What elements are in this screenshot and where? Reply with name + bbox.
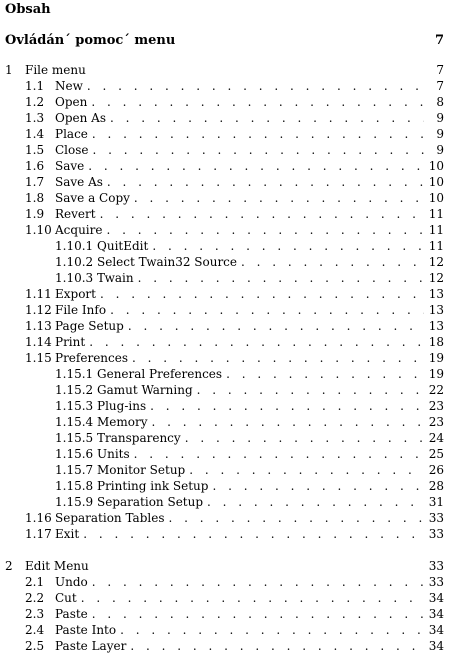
dot-leader — [241, 254, 424, 270]
toc-entry-page: 7 — [436, 79, 444, 93]
toc-entry-title: Plug-ins — [97, 399, 147, 413]
toc-entry-number: 1.15.1 — [55, 367, 94, 381]
toc-entry[interactable] — [25, 222, 444, 238]
dot-leader — [93, 142, 424, 158]
toc-entry-number: 1.2 — [25, 95, 45, 109]
toc-entry-title: Transparency — [97, 431, 181, 445]
dot-leader — [130, 638, 424, 654]
toc-entry-number: 1.4 — [25, 127, 45, 141]
toc-entry-title: QuitEdit — [97, 239, 149, 253]
toc-entry-title: Preferences — [55, 351, 129, 365]
toc-entry-title: Separation Tables — [55, 511, 165, 525]
toc-entry-number: 1.10.1 — [55, 239, 94, 253]
toc-entry-page: 13 — [428, 287, 444, 301]
toc-entry-title: Print — [55, 335, 86, 349]
toc-entry-number: 1.3 — [25, 111, 45, 125]
toc-entry-page: 33 — [428, 575, 444, 589]
dot-leader — [83, 526, 424, 542]
toc-entry-number: 2.2 — [25, 591, 45, 605]
toc-entry[interactable] — [55, 446, 444, 462]
toc-entry-page: 12 — [428, 271, 444, 285]
toc-entry[interactable] — [55, 462, 444, 478]
toc-entry-title: Acquire — [55, 223, 103, 237]
toc-entry-number: 2.4 — [25, 623, 45, 637]
toc-entry-title: File Info — [55, 303, 107, 317]
toc-entry[interactable] — [55, 270, 444, 286]
toc-entry-title: File menu — [25, 63, 86, 77]
toc-entry[interactable] — [25, 126, 444, 142]
toc-entry-page: 11 — [428, 223, 444, 237]
toc-entry[interactable] — [55, 398, 444, 414]
dot-leader — [189, 462, 424, 478]
toc-entry-title: Edit Menu — [25, 559, 89, 573]
part-page: 7 — [434, 33, 444, 48]
toc-entry-page: 26 — [428, 463, 444, 477]
toc-entry-page: 33 — [428, 559, 444, 573]
toc-entry-page: 34 — [428, 591, 444, 605]
toc-entry-page: 25 — [428, 447, 444, 461]
toc-entry-number: 1.14 — [25, 335, 52, 349]
toc-entry-page: 19 — [428, 367, 444, 381]
toc-entry[interactable] — [25, 158, 444, 174]
toc-entry-page: 10 — [428, 175, 444, 189]
dot-leader — [81, 590, 424, 606]
toc-entry-number: 1.12 — [25, 303, 52, 317]
toc-entry-title: Save As — [55, 175, 103, 189]
toc-entry-page: 10 — [428, 159, 444, 173]
toc-entry[interactable] — [25, 206, 444, 222]
dot-leader — [197, 382, 424, 398]
dot-leader — [110, 302, 424, 318]
toc-entry-page: 33 — [428, 527, 444, 541]
part-entry[interactable] — [5, 33, 444, 48]
toc-entry-title: Close — [55, 143, 89, 157]
toc-entry-number: 1.7 — [25, 175, 45, 189]
toc-entry-page: 18 — [428, 335, 444, 349]
dot-leader — [92, 606, 424, 622]
toc-entry-page: 31 — [428, 495, 444, 509]
toc-entry[interactable] — [55, 238, 444, 254]
toc-entry-number: 1.10.2 — [55, 255, 94, 269]
toc-entry[interactable] — [25, 174, 444, 190]
toc-entry-page: 9 — [436, 143, 444, 157]
toc-entry[interactable] — [5, 62, 444, 78]
toc-entry-title: Cut — [55, 591, 77, 605]
dot-leader — [207, 494, 424, 510]
toc-entry-title: Separation Setup — [97, 495, 204, 509]
toc-entry[interactable] — [25, 510, 444, 526]
toc-entry-number: 1.17 — [25, 527, 52, 541]
toc-entry-number: 1.13 — [25, 319, 52, 333]
toc-entry-title: Exit — [55, 527, 80, 541]
dot-leader — [110, 110, 424, 126]
dot-leader — [89, 334, 424, 350]
dot-leader — [150, 398, 424, 414]
toc-entry[interactable] — [55, 414, 444, 430]
dot-leader — [107, 174, 424, 190]
toc-entry-number: 2 — [5, 559, 13, 573]
dot-leader — [226, 366, 424, 382]
toc-entry-title: Memory — [97, 415, 148, 429]
toc-entry-title: Undo — [55, 575, 88, 589]
toc-entry-page: 28 — [428, 479, 444, 493]
toc-entry[interactable] — [25, 142, 444, 158]
toc-entry-number: 1.9 — [25, 207, 45, 221]
toc-entry[interactable] — [55, 382, 444, 398]
toc-entry[interactable] — [25, 190, 444, 206]
toc-entry-page: 11 — [428, 207, 444, 221]
toc-entry-number: 1.15.9 — [55, 495, 94, 509]
toc-entry-number: 1.1 — [25, 79, 45, 93]
dot-leader — [185, 430, 424, 446]
dot-leader — [152, 238, 424, 254]
toc-entry-title: Revert — [55, 207, 96, 221]
dot-leader — [132, 350, 424, 366]
toc-entry[interactable] — [25, 94, 444, 110]
toc-entry-number: 1.10.3 — [55, 271, 94, 285]
toc-entry[interactable] — [55, 254, 444, 270]
dot-leader — [120, 622, 424, 638]
toc-entry-number: 1.10 — [25, 223, 52, 237]
toc-entry-number: 1.15.7 — [55, 463, 94, 477]
toc-entry-title: Place — [55, 127, 88, 141]
toc-entry-page: 34 — [428, 623, 444, 637]
toc-entry[interactable] — [25, 334, 444, 350]
toc-entry[interactable] — [25, 78, 444, 94]
dot-leader — [92, 126, 424, 142]
toc-entry-number: 1.15.2 — [55, 383, 94, 397]
toc-entry-title: Gamut Warning — [97, 383, 193, 397]
toc-entry[interactable] — [55, 494, 444, 510]
toc-entry-page: 34 — [428, 607, 444, 621]
toc-entry-page: 11 — [428, 239, 444, 253]
part-title: Ovládán´ pomoc´ menu — [5, 33, 176, 48]
dot-leader — [100, 286, 424, 302]
toc-entry[interactable] — [25, 302, 444, 318]
toc-entry-number: 2.3 — [25, 607, 45, 621]
dot-leader — [138, 270, 424, 286]
toc-entry-title: Twain — [97, 271, 134, 285]
dot-leader — [87, 78, 424, 94]
toc-entry-title: Printing ink Setup — [97, 479, 209, 493]
toc-entry-page: 19 — [428, 351, 444, 365]
toc-entry-title: Save a Copy — [55, 191, 130, 205]
toc-entry-page: 8 — [436, 95, 444, 109]
toc-entry-title: Monitor Setup — [97, 463, 186, 477]
toc-entry-title: Paste Layer — [55, 639, 127, 653]
dot-leader — [168, 510, 424, 526]
toc-entry[interactable] — [25, 638, 444, 654]
toc-entry-page: 33 — [428, 511, 444, 525]
toc-entry-number: 1.15.4 — [55, 415, 94, 429]
toc-entry-number: 1.15.6 — [55, 447, 94, 461]
dot-leader — [91, 94, 424, 110]
dot-leader — [134, 446, 424, 462]
toc-entry-page: 13 — [428, 319, 444, 333]
toc-entry-page: 12 — [428, 255, 444, 269]
toc-entry[interactable] — [25, 110, 444, 126]
toc-entry-page: 34 — [428, 639, 444, 653]
toc-entry-page: 10 — [428, 191, 444, 205]
dot-leader — [88, 158, 424, 174]
toc-entry-number: 1.16 — [25, 511, 52, 525]
toc-entry[interactable] — [25, 526, 444, 542]
toc-entry[interactable] — [25, 286, 444, 302]
toc-heading: Obsah — [5, 2, 51, 17]
toc-entry[interactable] — [25, 606, 444, 622]
toc-entry-page: 13 — [428, 303, 444, 317]
toc-entry-page: 23 — [428, 415, 444, 429]
toc-entry-title: Save — [55, 159, 85, 173]
toc-entry-title: Paste — [55, 607, 88, 621]
toc-entry-number: 1.6 — [25, 159, 45, 173]
toc-entry-title: Export — [55, 287, 96, 301]
toc-entry[interactable] — [55, 430, 444, 446]
toc-entry[interactable] — [25, 590, 444, 606]
toc-entry-page: 22 — [428, 383, 444, 397]
toc-entry-number: 1.11 — [25, 287, 52, 301]
toc-entry-title: Paste Into — [55, 623, 117, 637]
toc-entry-title: Page Setup — [55, 319, 124, 333]
toc-entry[interactable] — [55, 366, 444, 382]
dot-leader — [106, 222, 424, 238]
toc-entry-number: 1.15.8 — [55, 479, 94, 493]
toc-entry-number: 1.15.3 — [55, 399, 94, 413]
toc-entry-title: Select Twain32 Source — [97, 255, 238, 269]
toc-entry-title: New — [55, 79, 83, 93]
toc-entry-title: Open — [55, 95, 88, 109]
toc-entry-number: 1.15.5 — [55, 431, 94, 445]
toc-entry[interactable] — [55, 478, 444, 494]
toc-entry-page: 9 — [436, 127, 444, 141]
toc-entry-title: Open As — [55, 111, 106, 125]
toc-entry-title: Units — [97, 447, 130, 461]
dot-leader — [92, 574, 424, 590]
toc-entry-page: 7 — [436, 63, 444, 77]
toc-entry[interactable] — [25, 622, 444, 638]
toc-entry-number: 1 — [5, 63, 13, 77]
toc-entry[interactable] — [25, 350, 444, 366]
dot-leader — [100, 206, 424, 222]
toc-entry-title: General Preferences — [97, 367, 223, 381]
toc-entry-number: 1.5 — [25, 143, 45, 157]
toc-entry[interactable] — [25, 318, 444, 334]
toc-entry-number: 2.5 — [25, 639, 45, 653]
toc-entry-number: 1.15 — [25, 351, 52, 365]
toc-entry-page: 24 — [428, 431, 444, 445]
toc-entry-number: 1.8 — [25, 191, 45, 205]
toc-entry-page: 23 — [428, 399, 444, 413]
toc-entry[interactable] — [25, 574, 444, 590]
dot-leader — [128, 318, 424, 334]
dot-leader — [134, 190, 424, 206]
dot-leader — [152, 414, 424, 430]
toc-entry-page: 9 — [436, 111, 444, 125]
toc-entry[interactable] — [5, 558, 444, 574]
toc-entry-number: 2.1 — [25, 575, 45, 589]
dot-leader — [212, 478, 424, 494]
